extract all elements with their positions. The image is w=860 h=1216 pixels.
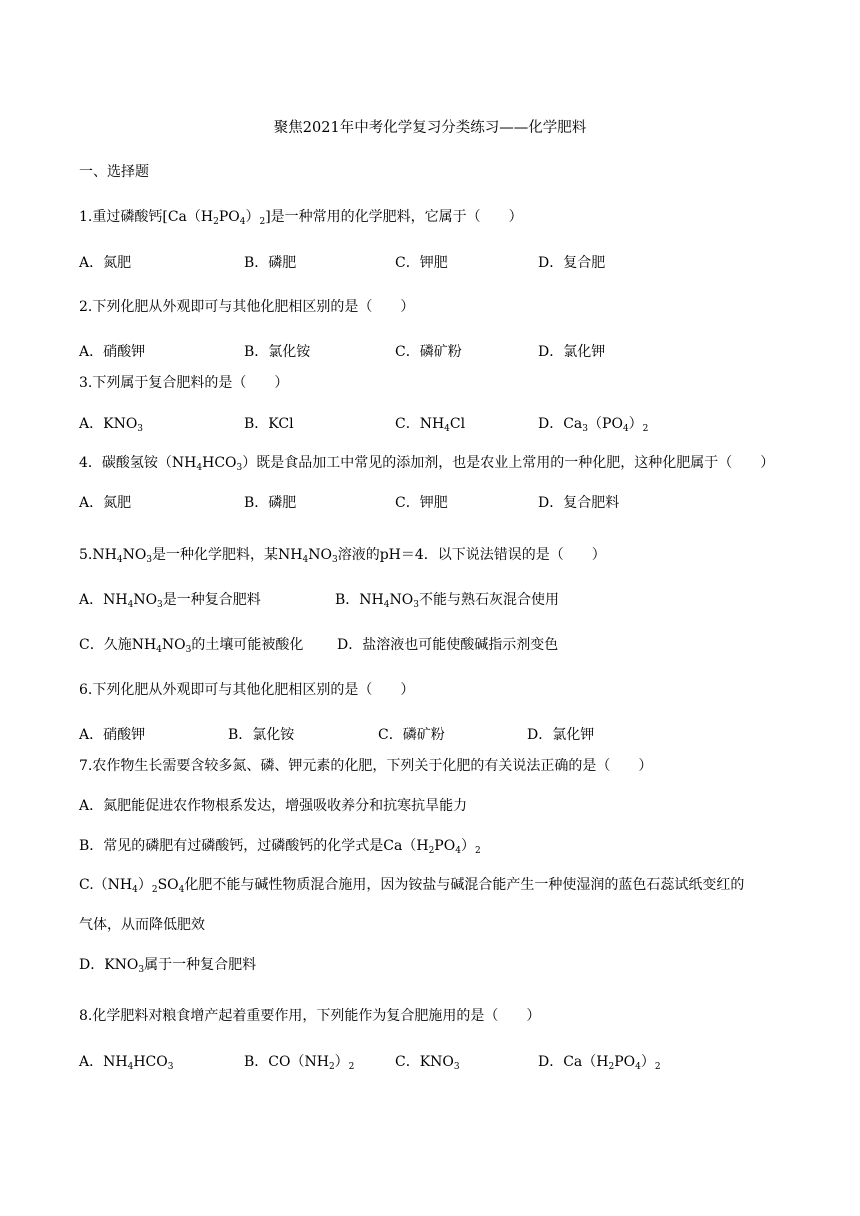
question-5-option-d: D．盐溶液也可能使酸碱指示剂变色 (337, 637, 559, 653)
question-8-stem: 8.化学肥料对粮食增产起着重要作用，下列能作为复合肥施用的是（ ） (79, 1008, 541, 1024)
question-7-option-a: A．氮肥能促进农作物根系发达，增强吸收养分和抗寒抗旱能力 (79, 798, 468, 814)
question-4-stem: 4．碳酸氢铵$(NH_4HCO_3)$既是食品加工中常见的添加剂，也是农业上常用的一种化肥，这种化肥属于（ ） (79, 455, 775, 473)
question-8-option-c: C．$KNO_3$ (395, 1054, 460, 1072)
question-3-option-a: A．$KNO_3$ (79, 416, 144, 434)
question-1-stem: 1.重过磷酸钙$[Ca(H_2PO_4)_2]$是一种常用的化学肥料，它属于（ ） (79, 209, 523, 227)
question-6-option-b: B．氯化铵 (228, 727, 295, 743)
question-8-option-a: A．$NH_4HCO_3$ (79, 1054, 174, 1072)
question-4-option-b: B．磷肥 (244, 495, 297, 511)
question-2-option-c: C．磷矿粉 (395, 344, 462, 360)
question-5-stem: $5.NH_4NO_3$是一种化学肥料，某$NH_4NO_3$溶液的pH＝4．以下说法错误的是（ ） (79, 547, 606, 565)
question-6-option-c: C．磷矿粉 (378, 727, 445, 743)
question-2-option-b: B．氯化铵 (244, 344, 311, 360)
question-2-stem: 2.下列化肥从外观即可与其他化肥相区别的是（ ） (79, 299, 415, 315)
question-2-option-a: A．硝酸钾 (79, 344, 146, 360)
question-8-option-d: D．$Ca(H_2PO_4)_2$ (538, 1054, 661, 1072)
question-5-option-c: C．久施$NH_4NO_3$的土壤可能被酸化 (79, 637, 304, 655)
question-8-option-b: B．$CO(NH_2)_2$ (244, 1054, 355, 1072)
section-heading: 一、选择题 (79, 164, 149, 180)
question-4-option-d: D．复合肥料 (538, 495, 620, 511)
question-1-option-c: C．钾肥 (395, 255, 448, 271)
question-4-option-c: C．钾肥 (395, 495, 448, 511)
question-1-option-d: D．复合肥 (538, 255, 606, 271)
question-3-option-d: D．$Ca_3(PO_4)_2$ (538, 416, 649, 434)
question-7-option-c-continued: 气体，从而降低肥效 (79, 917, 205, 933)
question-7-option-c: $C.(NH_4)_2SO_4$化肥不能与碱性物质混合施用，因为铵盐与碱混合能产生一种使湿润的蓝色石蕊试纸变红的 (79, 877, 745, 895)
question-7-option-b: B．常见的磷肥有过磷酸钙，过磷酸钙的化学式是$Ca(H_2PO_4)_2$ (79, 838, 481, 856)
question-6-option-a: A．硝酸钾 (79, 727, 146, 743)
question-6-option-d: D．氯化钾 (527, 727, 595, 743)
question-1-option-b: B．磷肥 (244, 255, 297, 271)
question-5-option-b: B．$NH_4NO_3$不能与熟石灰混合使用 (335, 592, 559, 610)
question-2-option-d: D．氯化钾 (538, 344, 606, 360)
question-5-option-a: A．$NH_4NO_3$是一种复合肥料 (79, 592, 261, 610)
question-4-option-a: A．氮肥 (79, 495, 132, 511)
question-7-stem: 7.农作物生长需要含较多氮、磷、钾元素的化肥，下列关于化肥的有关说法正确的是（ ） (79, 758, 653, 774)
question-3-option-c: C．$NH_4Cl$ (395, 416, 466, 434)
question-3-option-b: B．KCl (244, 416, 294, 432)
question-7-option-d: D．$KNO_3$属于一种复合肥料 (79, 957, 257, 975)
question-3-stem: 3.下列属于复合肥料的是（ ） (79, 375, 289, 391)
question-6-stem: 6.下列化肥从外观即可与其他化肥相区别的是（ ） (79, 682, 415, 698)
document-title: 聚焦2021年中考化学复习分类练习——化学肥料 (273, 120, 587, 136)
question-1-option-a: A．氮肥 (79, 255, 132, 271)
